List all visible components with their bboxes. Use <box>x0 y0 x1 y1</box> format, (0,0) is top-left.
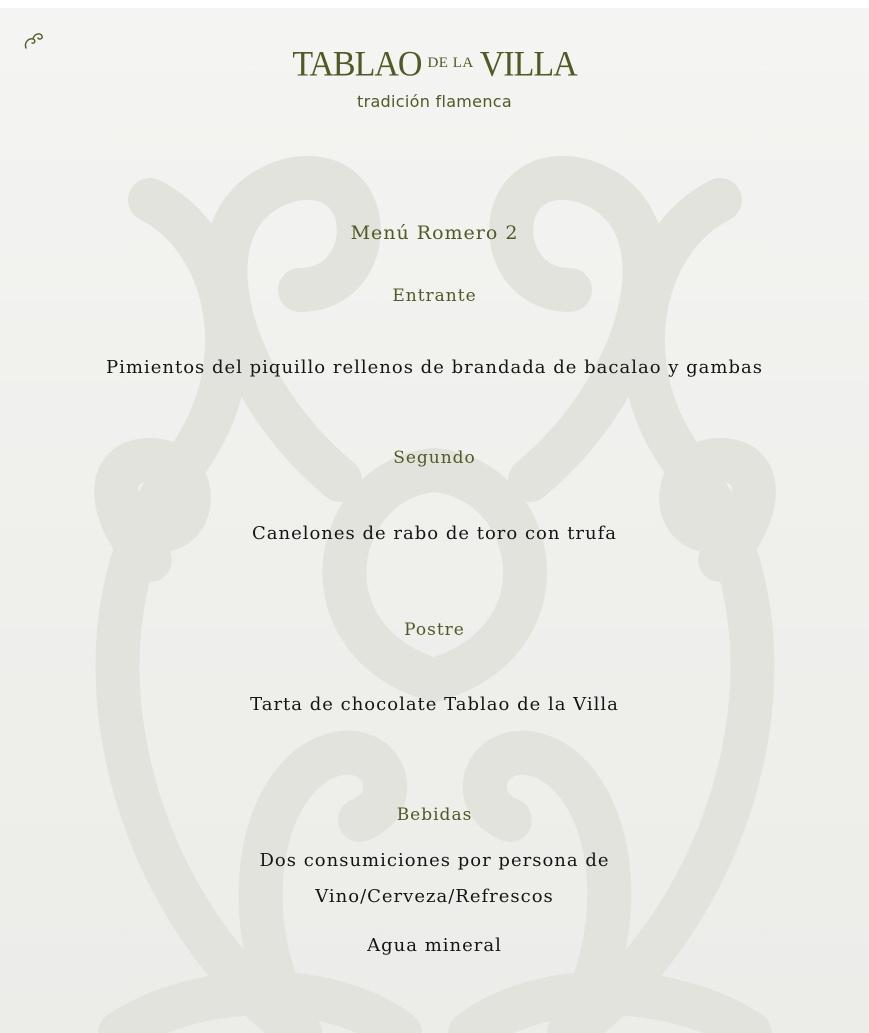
brand-tagline: tradición flamenca <box>357 92 512 111</box>
drink-line-1: Dos consumiciones por persona de <box>259 850 610 871</box>
section-heading-postre: Postre <box>404 620 465 640</box>
drink-line-3: Agua mineral <box>367 935 502 956</box>
logo-word-tablao: TABLAO <box>292 45 422 84</box>
drink-line-2: Vino/Cerveza/Refrescos <box>315 886 554 907</box>
section-heading-segundo: Segundo <box>393 448 476 468</box>
menu-title: Menú Romero 2 <box>350 222 519 244</box>
logo-word-villa: VILLA <box>479 45 577 84</box>
logo-word-de-la: DE LA <box>427 55 474 71</box>
section-heading-entrante: Entrante <box>392 286 477 306</box>
dish-segundo: Canelones de rabo de toro con trufa <box>251 523 618 544</box>
dish-entrante: Pimientos del piquillo rellenos de brandada de bacalao y gambas <box>106 357 763 378</box>
section-heading-bebidas: Bebidas <box>396 805 473 825</box>
dish-postre: Tarta de chocolate Tablao de la Villa <box>250 694 619 715</box>
brand-logo <box>0 46 869 84</box>
